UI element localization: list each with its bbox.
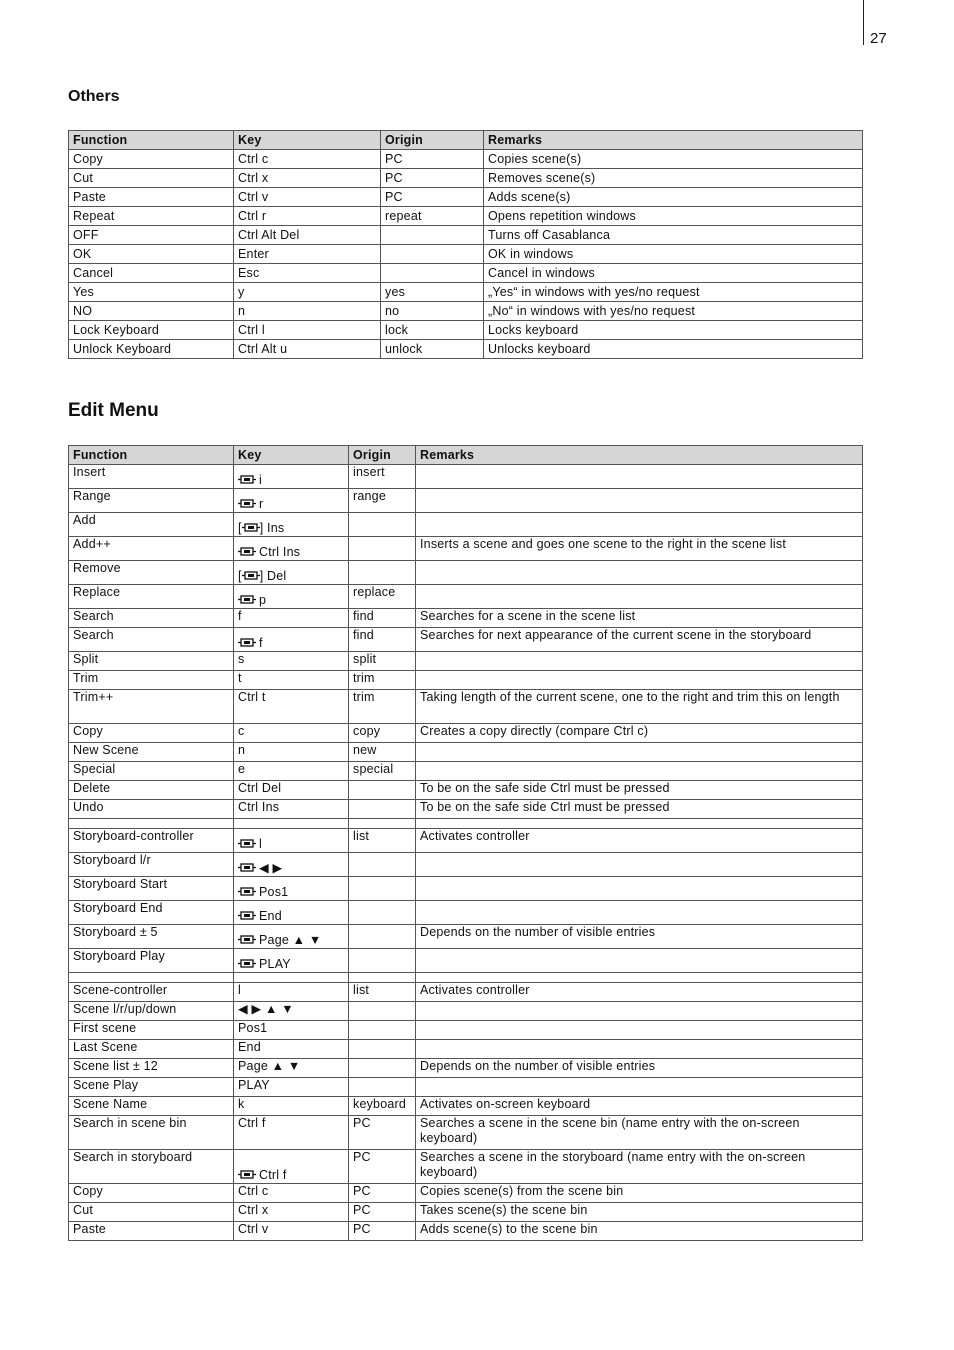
- cell-origin: PC: [381, 169, 484, 188]
- cell-remarks: [416, 949, 863, 973]
- cell-key: Ctrl Ins: [234, 800, 349, 819]
- cell-origin: keyboard: [349, 1097, 416, 1116]
- cell-function: Special: [69, 762, 234, 781]
- cell-remarks: Activates controller: [416, 983, 863, 1002]
- cell-origin: lock: [381, 321, 484, 340]
- cell-key: End: [234, 1040, 349, 1059]
- cell-origin: [349, 1002, 416, 1021]
- cell-function: Cancel: [69, 264, 234, 283]
- cell-origin: [349, 819, 416, 829]
- cell-function: Last Scene: [69, 1040, 234, 1059]
- cell-origin: [381, 226, 484, 245]
- cell-origin: find: [349, 628, 416, 652]
- controller-icon: [238, 547, 256, 556]
- cell-key: Enter: [234, 245, 381, 264]
- cell-origin: [349, 781, 416, 800]
- table-row: [69, 245, 863, 264]
- controller-icon: [238, 839, 256, 848]
- controller-icon: [238, 935, 256, 944]
- cell-key: Ctrl r: [234, 207, 381, 226]
- cell-key: Ctrl x: [234, 1203, 349, 1222]
- table-row: [69, 901, 863, 925]
- edit-menu-table: [68, 445, 863, 1241]
- cell-remarks: Turns off Casablanca: [484, 226, 863, 245]
- table-row: [69, 1150, 863, 1184]
- controller-icon: [238, 863, 256, 872]
- cell-key: [234, 829, 349, 853]
- controller-icon: [238, 475, 256, 484]
- cell-remarks: Copies scene(s) from the scene bin: [416, 1184, 863, 1203]
- table-row: [69, 853, 863, 877]
- table-row: [69, 1040, 863, 1059]
- table-row: [69, 671, 863, 690]
- cell-origin: [349, 513, 416, 537]
- cell-key: [234, 465, 349, 489]
- cell-function: Remove: [69, 561, 234, 585]
- header-function: Function: [69, 131, 234, 150]
- key-label: ◀ ▶: [259, 861, 283, 875]
- table-row: [69, 1184, 863, 1203]
- cell-function: OFF: [69, 226, 234, 245]
- cell-key: [234, 1150, 349, 1184]
- cell-remarks: Depends on the number of visible entries: [416, 1059, 863, 1078]
- cell-remarks: Adds scene(s): [484, 188, 863, 207]
- cell-origin: unlock: [381, 340, 484, 359]
- key-label: p: [259, 593, 267, 607]
- cell-key: Ctrl Alt u: [234, 340, 381, 359]
- table-row: [69, 489, 863, 513]
- cell-function: Replace: [69, 585, 234, 609]
- cell-remarks: To be on the safe side Ctrl must be pressed: [416, 800, 863, 819]
- table-row: [69, 800, 863, 819]
- cell-remarks: Searches for a scene in the scene list: [416, 609, 863, 628]
- cell-key: [234, 585, 349, 609]
- cell-function: Scene list ± 12: [69, 1059, 234, 1078]
- table-row: [69, 690, 863, 724]
- key-label: f: [259, 636, 263, 650]
- cell-remarks: Creates a copy directly (compare Ctrl c): [416, 724, 863, 743]
- cell-remarks: [416, 1002, 863, 1021]
- cell-origin: [349, 973, 416, 983]
- table-row: [69, 983, 863, 1002]
- key-label: Del: [263, 569, 287, 583]
- cell-remarks: Locks keyboard: [484, 321, 863, 340]
- cell-remarks: [416, 671, 863, 690]
- cell-remarks: Takes scene(s) the scene bin: [416, 1203, 863, 1222]
- controller-icon: [238, 911, 256, 920]
- header-remarks: Remarks: [484, 131, 863, 150]
- cell-function: Copy: [69, 150, 234, 169]
- cell-origin: list: [349, 829, 416, 853]
- key-label: PLAY: [259, 957, 291, 971]
- cell-function: New Scene: [69, 743, 234, 762]
- cell-function: Search in storyboard: [69, 1150, 234, 1184]
- table-row: [69, 188, 863, 207]
- cell-function: Scene Play: [69, 1078, 234, 1097]
- cell-key: [234, 901, 349, 925]
- cell-key: y: [234, 283, 381, 302]
- page-edge-rule: [863, 0, 864, 45]
- cell-key: Ctrl f: [234, 1116, 349, 1150]
- cell-origin: repeat: [381, 207, 484, 226]
- cell-key: e: [234, 762, 349, 781]
- cell-origin: trim: [349, 671, 416, 690]
- cell-key: Ctrl x: [234, 169, 381, 188]
- cell-origin: [349, 1078, 416, 1097]
- controller-icon: [238, 638, 256, 647]
- cell-origin: [349, 537, 416, 561]
- cell-key: [234, 949, 349, 973]
- header-origin: Origin: [381, 131, 484, 150]
- table-row: [69, 724, 863, 743]
- table-row: [69, 1059, 863, 1078]
- cell-key: Ctrl Del: [234, 781, 349, 800]
- cell-remarks: [416, 513, 863, 537]
- key-label: End: [259, 909, 282, 923]
- cell-origin: trim: [349, 690, 416, 724]
- cell-origin: find: [349, 609, 416, 628]
- table-row: [69, 609, 863, 628]
- cell-function: Search: [69, 609, 234, 628]
- key-label: Ctrl Ins: [259, 545, 301, 559]
- controller-icon: [238, 959, 256, 968]
- cell-function: Scene Name: [69, 1097, 234, 1116]
- cell-origin: new: [349, 743, 416, 762]
- cell-remarks: [416, 901, 863, 925]
- table-row: [69, 321, 863, 340]
- cell-key: Ctrl t: [234, 690, 349, 724]
- cell-origin: [349, 800, 416, 819]
- table-row: [69, 283, 863, 302]
- table-row: [69, 762, 863, 781]
- cell-remarks: [416, 465, 863, 489]
- table-row: [69, 1097, 863, 1116]
- cell-origin: [381, 264, 484, 283]
- cell-function: Storyboard Play: [69, 949, 234, 973]
- controller-icon: [238, 1170, 256, 1179]
- cell-remarks: [416, 652, 863, 671]
- key-label: l: [259, 837, 262, 851]
- cell-remarks: Adds scene(s) to the scene bin: [416, 1222, 863, 1241]
- section-title-edit-menu: Edit Menu: [68, 400, 159, 421]
- table-row: [69, 1222, 863, 1241]
- cell-remarks: Taking length of the current scene, one to the right and trim this on length: [416, 690, 863, 724]
- table-row: [69, 561, 863, 585]
- spacer-row: [69, 819, 863, 829]
- controller-icon: [238, 499, 256, 508]
- cell-function: [69, 973, 234, 983]
- cell-remarks: To be on the safe side Ctrl must be pressed: [416, 781, 863, 800]
- spacer-row: [69, 973, 863, 983]
- cell-remarks: Copies scene(s): [484, 150, 863, 169]
- cell-remarks: Inserts a scene and goes one scene to the right in the scene list: [416, 537, 863, 561]
- table-row: [69, 781, 863, 800]
- cell-key: [234, 819, 349, 829]
- cell-key: n: [234, 743, 349, 762]
- cell-origin: PC: [349, 1203, 416, 1222]
- controller-icon: [242, 571, 260, 580]
- table-row: [69, 169, 863, 188]
- cell-function: Storyboard ± 5: [69, 925, 234, 949]
- cell-key: s: [234, 652, 349, 671]
- cell-key: n: [234, 302, 381, 321]
- cell-key: [ ] Ins: [234, 513, 349, 537]
- cell-remarks: Opens repetition windows: [484, 207, 863, 226]
- cell-function: Trim++: [69, 690, 234, 724]
- cell-function: Storyboard End: [69, 901, 234, 925]
- table-row: [69, 829, 863, 853]
- cell-origin: [349, 877, 416, 901]
- cell-function: Paste: [69, 188, 234, 207]
- cell-origin: replace: [349, 585, 416, 609]
- cell-remarks: [416, 819, 863, 829]
- cell-function: Search in scene bin: [69, 1116, 234, 1150]
- table-row: [69, 302, 863, 321]
- cell-function: Split: [69, 652, 234, 671]
- cell-function: Yes: [69, 283, 234, 302]
- cell-origin: PC: [381, 188, 484, 207]
- cell-remarks: [416, 561, 863, 585]
- cell-key: Ctrl c: [234, 1184, 349, 1203]
- cell-remarks: [416, 1021, 863, 1040]
- header-function: Function: [69, 446, 234, 465]
- table-row: [69, 513, 863, 537]
- cell-remarks: [416, 973, 863, 983]
- cell-origin: special: [349, 762, 416, 781]
- table-row: [69, 1116, 863, 1150]
- header-origin: Origin: [349, 446, 416, 465]
- table-row: [69, 652, 863, 671]
- table-row: [69, 628, 863, 652]
- cell-key: [234, 877, 349, 901]
- cell-key: Ctrl c: [234, 150, 381, 169]
- cell-origin: [349, 901, 416, 925]
- cell-key: [234, 628, 349, 652]
- cell-origin: [349, 1021, 416, 1040]
- cell-remarks: Searches for next appearance of the current scene in the storyboard: [416, 628, 863, 652]
- cell-remarks: Activates controller: [416, 829, 863, 853]
- cell-key: [234, 489, 349, 513]
- cell-function: Delete: [69, 781, 234, 800]
- cell-function: Insert: [69, 465, 234, 489]
- cell-function: NO: [69, 302, 234, 321]
- cell-remarks: [416, 762, 863, 781]
- cell-function: Unlock Keyboard: [69, 340, 234, 359]
- page-number: 27: [870, 30, 887, 47]
- controller-icon: [238, 595, 256, 604]
- cell-origin: [349, 949, 416, 973]
- cell-origin: copy: [349, 724, 416, 743]
- controller-icon: [238, 887, 256, 896]
- cell-function: Range: [69, 489, 234, 513]
- cell-function: Add++: [69, 537, 234, 561]
- cell-origin: no: [381, 302, 484, 321]
- header-key: Key: [234, 446, 349, 465]
- cell-origin: PC: [381, 150, 484, 169]
- cell-remarks: Cancel in windows: [484, 264, 863, 283]
- key-label: Pos1: [259, 885, 289, 899]
- cell-function: Storyboard Start: [69, 877, 234, 901]
- cell-origin: range: [349, 489, 416, 513]
- header-remarks: Remarks: [416, 446, 863, 465]
- cell-key: Esc: [234, 264, 381, 283]
- cell-origin: PC: [349, 1116, 416, 1150]
- edit-header-row: [69, 446, 863, 465]
- cell-function: Search: [69, 628, 234, 652]
- cell-function: [69, 819, 234, 829]
- cell-origin: PC: [349, 1184, 416, 1203]
- cell-key: PLAY: [234, 1078, 349, 1097]
- cell-function: Repeat: [69, 207, 234, 226]
- table-row: [69, 925, 863, 949]
- cell-origin: PC: [349, 1222, 416, 1241]
- cell-key: c: [234, 724, 349, 743]
- cell-function: Paste: [69, 1222, 234, 1241]
- key-label: Ins: [263, 521, 285, 535]
- cell-key: [234, 925, 349, 949]
- cell-remarks: „No“ in windows with yes/no request: [484, 302, 863, 321]
- table-row: [69, 743, 863, 762]
- cell-function: Scene-controller: [69, 983, 234, 1002]
- cell-origin: [349, 561, 416, 585]
- cell-origin: split: [349, 652, 416, 671]
- cell-key: f: [234, 609, 349, 628]
- cell-origin: [349, 853, 416, 877]
- cell-function: Copy: [69, 1184, 234, 1203]
- cell-key: Ctrl l: [234, 321, 381, 340]
- cell-remarks: [416, 853, 863, 877]
- cell-origin: yes: [381, 283, 484, 302]
- others-table: [68, 130, 863, 359]
- cell-function: Cut: [69, 1203, 234, 1222]
- cell-function: Undo: [69, 800, 234, 819]
- table-row: [69, 264, 863, 283]
- cell-remarks: [416, 1040, 863, 1059]
- cell-function: Copy: [69, 724, 234, 743]
- cell-function: Scene l/r/up/down: [69, 1002, 234, 1021]
- cell-key: Ctrl v: [234, 188, 381, 207]
- cell-remarks: Searches a scene in the scene bin (name entry with the on-screen keyboard): [416, 1116, 863, 1150]
- cell-key: [234, 853, 349, 877]
- cell-remarks: [416, 585, 863, 609]
- key-label: Page ▲ ▼: [259, 933, 322, 947]
- cell-key: t: [234, 671, 349, 690]
- cell-key: Ctrl v: [234, 1222, 349, 1241]
- cell-origin: list: [349, 983, 416, 1002]
- table-row: [69, 1021, 863, 1040]
- cell-remarks: Activates on-screen keyboard: [416, 1097, 863, 1116]
- table-row: [69, 226, 863, 245]
- cell-remarks: [416, 877, 863, 901]
- cell-function: Lock Keyboard: [69, 321, 234, 340]
- cell-origin: [381, 245, 484, 264]
- cell-remarks: Unlocks keyboard: [484, 340, 863, 359]
- cell-remarks: „Yes“ in windows with yes/no request: [484, 283, 863, 302]
- cell-origin: [349, 1040, 416, 1059]
- key-label: r: [259, 497, 264, 511]
- cell-key: Page ▲ ▼: [234, 1059, 349, 1078]
- table-row: [69, 1078, 863, 1097]
- cell-remarks: Searches a scene in the storyboard (name entry with the on-screen keyboard): [416, 1150, 863, 1184]
- cell-origin: PC: [349, 1150, 416, 1184]
- cell-key: ◀ ▶ ▲ ▼: [234, 1002, 349, 1021]
- cell-origin: insert: [349, 465, 416, 489]
- cell-key: [234, 537, 349, 561]
- table-row: [69, 150, 863, 169]
- header-key: Key: [234, 131, 381, 150]
- table-row: [69, 877, 863, 901]
- cell-function: First scene: [69, 1021, 234, 1040]
- cell-function: OK: [69, 245, 234, 264]
- table-row: [69, 1002, 863, 1021]
- cell-key: Pos1: [234, 1021, 349, 1040]
- cell-remarks: Depends on the number of visible entries: [416, 925, 863, 949]
- cell-origin: [349, 925, 416, 949]
- cell-function: Cut: [69, 169, 234, 188]
- key-label: Ctrl f: [259, 1168, 287, 1182]
- table-row: [69, 1203, 863, 1222]
- table-row: [69, 207, 863, 226]
- others-header-row: [69, 131, 863, 150]
- cell-remarks: [416, 489, 863, 513]
- cell-key: [ ] Del: [234, 561, 349, 585]
- cell-remarks: [416, 1078, 863, 1097]
- key-label: i: [259, 473, 262, 487]
- cell-key: l: [234, 983, 349, 1002]
- table-row: [69, 465, 863, 489]
- cell-function: Trim: [69, 671, 234, 690]
- cell-key: Ctrl Alt Del: [234, 226, 381, 245]
- cell-remarks: OK in windows: [484, 245, 863, 264]
- cell-origin: [349, 1059, 416, 1078]
- cell-remarks: Removes scene(s): [484, 169, 863, 188]
- controller-icon: [242, 523, 260, 532]
- table-row: [69, 537, 863, 561]
- section-title-others: Others: [68, 88, 120, 105]
- table-row: [69, 585, 863, 609]
- cell-key: k: [234, 1097, 349, 1116]
- cell-function: Add: [69, 513, 234, 537]
- cell-function: Storyboard l/r: [69, 853, 234, 877]
- cell-key: [234, 973, 349, 983]
- cell-function: Storyboard-controller: [69, 829, 234, 853]
- cell-remarks: [416, 743, 863, 762]
- table-row: [69, 340, 863, 359]
- table-row: [69, 949, 863, 973]
